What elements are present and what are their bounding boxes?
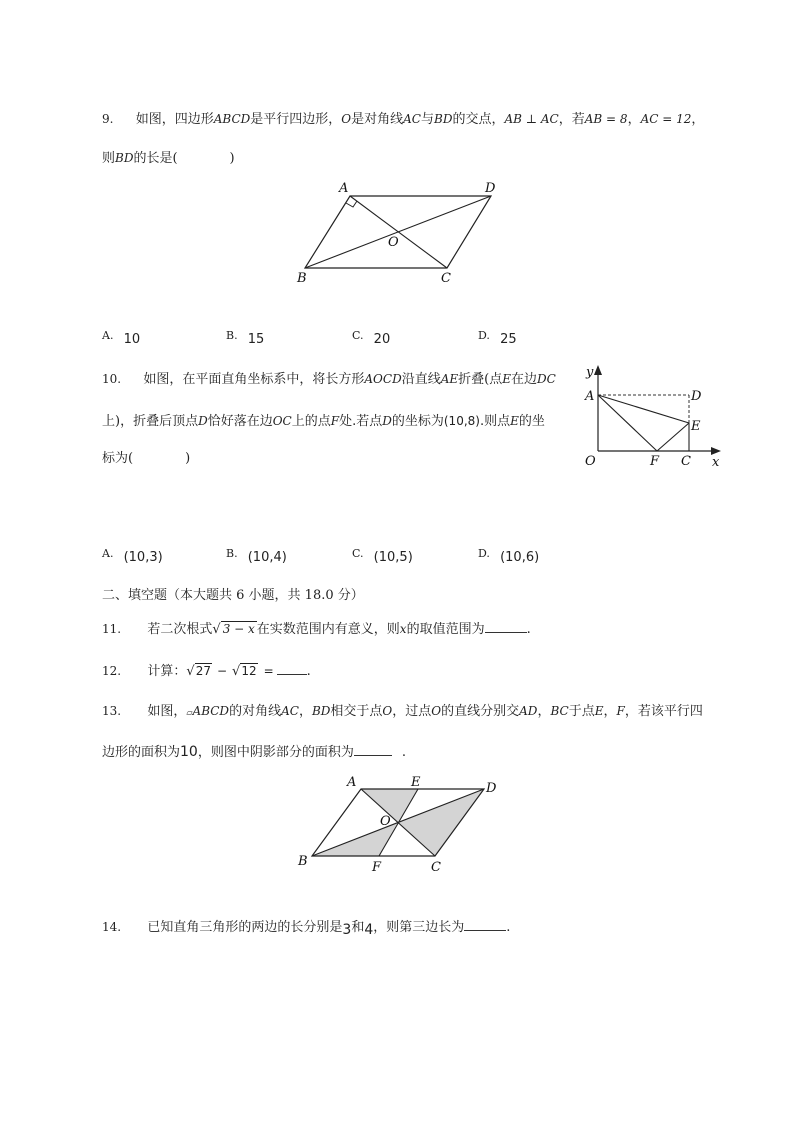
q10-answer-paren: )	[185, 451, 191, 466]
label-c: C	[441, 271, 451, 286]
q10-line3	[102, 447, 190, 466]
q9-text: 是对角线	[351, 112, 404, 127]
diagonal-bd	[305, 196, 491, 268]
q11-text: 在实数范围内有意义，则	[256, 622, 400, 637]
q9-number: 9.	[102, 112, 114, 126]
q10-text: 上的点	[291, 414, 331, 429]
fold-line-ae	[598, 395, 689, 423]
q9-condition-perp: AB ⊥ AC	[504, 112, 559, 126]
q9-option-b[interactable]	[226, 328, 265, 347]
q10-text: 处.若点	[339, 414, 383, 429]
q12-period: .	[306, 664, 311, 679]
q10-option-b[interactable]	[226, 546, 287, 565]
label-d: D	[486, 781, 497, 796]
q9-text: ，	[627, 112, 641, 127]
q10-text: 的坐标为	[391, 414, 444, 429]
q10-options	[102, 546, 582, 566]
segment-fe	[657, 423, 689, 451]
q14-text: 和	[351, 920, 365, 935]
q12-radicand-1: 27	[195, 664, 211, 678]
q12-text: 计算：	[147, 664, 187, 679]
label-d: D	[485, 181, 496, 196]
label-o: O	[380, 814, 391, 829]
q10-math-e: E	[510, 414, 519, 428]
q10-math-dc: DC	[537, 372, 556, 386]
label-a: A	[347, 775, 357, 790]
option-value: 15	[247, 332, 265, 347]
label-y: y	[586, 365, 594, 380]
q9-option-d[interactable]	[478, 328, 517, 347]
q14-side-a: 3	[342, 922, 352, 938]
q11-number: 11.	[102, 622, 122, 636]
q13-text: ，	[298, 704, 312, 719]
q13-text: ，过点	[392, 704, 432, 719]
q9-text: 如图，四边形	[135, 112, 214, 127]
q12-number: 12.	[102, 664, 122, 678]
q10-math-f: F	[330, 414, 340, 428]
q10-text: 标为(	[102, 451, 134, 466]
label-c: C	[681, 454, 691, 469]
q13-text: 的直线分别交	[441, 704, 520, 719]
radical-sign-icon: √	[186, 664, 195, 679]
q9-answer-paren: )	[229, 151, 235, 166]
q9-condition-ac: AC = 12	[640, 112, 692, 126]
option-letter: D.	[478, 329, 490, 342]
x-axis-arrow	[711, 447, 721, 455]
q13-math-ad: AD	[519, 704, 538, 718]
q14-side-b: 4	[364, 922, 374, 938]
option-value: 20	[373, 332, 391, 347]
q9-text: 是平行四边形，	[250, 112, 342, 127]
q9-condition-ab: AB = 8	[584, 112, 628, 126]
q10-math-d: D	[382, 414, 392, 428]
q10-math-e: E	[502, 372, 512, 386]
q9-text: 的长是(	[133, 151, 178, 166]
q10-text: 上)，折叠后顶点	[102, 414, 199, 429]
option-letter: A.	[102, 547, 114, 560]
q12-line	[102, 660, 311, 679]
option-letter: B.	[226, 547, 238, 560]
option-value: (10,5)	[373, 550, 413, 565]
q14-text: 已知直角三角形的两边的长分别是	[147, 920, 343, 935]
q13-math-abcd: ABCD	[192, 704, 230, 718]
q9-line1	[102, 108, 704, 127]
q9-text: ，	[691, 112, 705, 127]
q13-period: .	[401, 745, 406, 760]
q10-line2	[102, 410, 545, 429]
q10-text: 在边	[511, 372, 538, 387]
radical-sign-icon: √	[212, 622, 221, 637]
q9-math-bd: BD	[115, 151, 134, 165]
q9-line2	[102, 147, 235, 166]
q9-math-ac: AC	[403, 112, 421, 126]
q13-text: ，若该平行四	[624, 704, 703, 719]
q9-text: 与	[421, 112, 435, 127]
q13-text: 的对角线	[229, 704, 282, 719]
q11-answer-blank[interactable]	[485, 620, 527, 633]
option-value: 10	[123, 332, 141, 347]
q12-equals: =	[263, 664, 274, 678]
option-value: (10,4)	[247, 550, 287, 565]
q10-math-ae: AE	[440, 372, 459, 386]
q9-parallelogram-figure	[290, 176, 510, 288]
label-d: D	[691, 389, 702, 404]
q11-math-x: x	[399, 622, 407, 636]
q13-parallelogram-figure	[295, 772, 505, 876]
label-a: A	[585, 389, 595, 404]
q14-period: .	[506, 920, 511, 935]
label-f: F	[650, 454, 660, 469]
label-a: A	[339, 181, 349, 196]
q9-option-a[interactable]	[102, 328, 141, 347]
q10-math-aocd: AOCD	[364, 372, 402, 386]
label-c: C	[431, 860, 441, 875]
option-value: 25	[500, 332, 517, 347]
q13-area-value: 10	[180, 744, 198, 760]
q13-text: 如图，	[147, 704, 187, 719]
option-letter: B.	[226, 329, 238, 342]
q10-text: 沿直线	[401, 372, 441, 387]
q14-text: ，则第三边长为	[373, 920, 465, 935]
right-angle-mark	[346, 201, 357, 207]
q10-text: 恰好落在边	[207, 414, 273, 429]
q14-answer-blank[interactable]	[464, 918, 506, 931]
q14-number: 14.	[102, 920, 122, 934]
q10-line1	[102, 368, 556, 387]
q9-text: 的交点，	[452, 112, 505, 127]
q11-radical	[212, 622, 256, 637]
q10-option-a[interactable]	[102, 546, 163, 565]
q12-answer-blank[interactable]	[277, 662, 307, 675]
q10-text: 如图，在平面直角坐标系中，将长方形	[143, 372, 365, 387]
q13-math-e: E	[594, 704, 604, 718]
label-o: O	[388, 235, 399, 250]
q13-math-o: O	[382, 704, 393, 718]
label-x: x	[712, 455, 720, 470]
q13-math-f: F	[616, 704, 625, 718]
q10-text: 折叠(	[458, 372, 490, 387]
q11-line	[102, 618, 531, 637]
option-letter: D.	[478, 547, 490, 560]
q13-answer-blank[interactable]	[354, 743, 392, 756]
parallelogram-symbol-icon: ▱	[186, 708, 193, 717]
q12-radicand-2: 12	[241, 664, 257, 678]
label-e: E	[691, 419, 701, 434]
q13-text: 边形的面积为	[102, 745, 181, 760]
q10-text: .则点	[479, 414, 511, 429]
q11-radicand: 3 − x	[222, 622, 255, 636]
option-letter: C.	[352, 329, 364, 342]
q9-math-abcd: ABCD	[213, 112, 251, 126]
q9-option-c[interactable]	[352, 328, 391, 347]
q10-math-oc: OC	[272, 414, 292, 428]
q10-option-d[interactable]	[478, 546, 540, 565]
q13-math-bc: BC	[550, 704, 569, 718]
q12-minus: −	[216, 664, 228, 678]
q13-text: ，	[537, 704, 551, 719]
segment-af	[598, 395, 657, 451]
section-title: 二、填空题（本大题共 6 小题，共 18.0 分）	[102, 588, 364, 603]
q10-coordinate-figure	[578, 362, 728, 474]
q13-math-o: O	[431, 704, 442, 718]
option-value: (10,3)	[123, 550, 163, 565]
q13-math-bd: BD	[311, 704, 331, 718]
q9-options	[102, 328, 582, 348]
q10-text: 点	[489, 372, 503, 387]
q10-option-c[interactable]	[352, 546, 413, 565]
q11-text: 的取值范围为	[406, 622, 485, 637]
option-letter: A.	[102, 329, 114, 342]
label-b: B	[297, 271, 307, 286]
q13-text: ，	[603, 704, 617, 719]
label-e: E	[411, 775, 421, 790]
q13-math-ac: AC	[281, 704, 299, 718]
q13-line2	[102, 741, 406, 760]
option-letter: C.	[352, 547, 364, 560]
q13-line1	[102, 700, 703, 719]
label-o: O	[585, 454, 596, 469]
q9-math-bd: BD	[434, 112, 453, 126]
q11-period: .	[526, 622, 531, 637]
y-axis-arrow	[594, 365, 602, 375]
q13-number: 13.	[102, 704, 122, 718]
q9-text: ，若	[558, 112, 585, 127]
label-f: F	[372, 860, 382, 875]
q13-text: 于点	[568, 704, 595, 719]
q9-math-o: O	[341, 112, 352, 126]
label-b: B	[298, 854, 308, 869]
q11-text: 若二次根式	[147, 622, 213, 637]
q9-text: 则	[102, 151, 116, 166]
q10-number: 10.	[102, 372, 122, 386]
q13-text: 相交于点	[330, 704, 383, 719]
q14-line	[102, 916, 511, 938]
radical-sign-icon: √	[232, 664, 241, 679]
q13-text: ，则图中阴影部分的面积为	[197, 745, 354, 760]
option-value: (10,6)	[500, 550, 540, 565]
q10-text: 的坐	[518, 414, 545, 429]
q10-coordinate: (10,8)	[443, 414, 480, 428]
q10-math-d: D	[198, 414, 208, 428]
